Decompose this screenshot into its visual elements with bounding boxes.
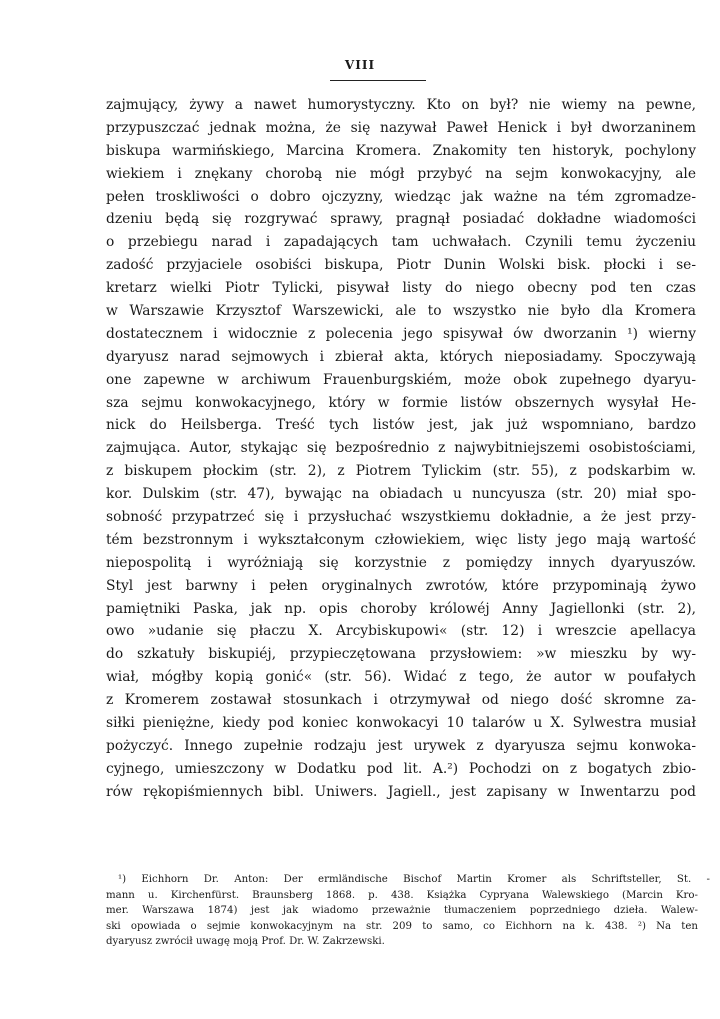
footnotes <box>106 872 710 950</box>
body-line: biskupa warmińskiego, Marcina Kromera. Znakomity ten historyk, pochylony <box>106 142 696 159</box>
body-line: dyaryusz narad sejmowych i zbierał akta, których nieposiadamy. Spoczywają <box>106 348 696 365</box>
footnote-line: ski opowiada o sejmie konwokacyjnym na str. 209 to samo, co Eichhorn na k. 438. ²) Na ten <box>106 920 698 932</box>
body-line: o przebiegu narad i zapadających tam uchwałach. Czynili temu życzeniu <box>106 234 696 251</box>
body-line: wiekiem i znękany chorobą nie mógł przybyć na sejm konwokacyjny, ale <box>106 165 696 182</box>
body-line: z Kromerem zostawał stosunkach i otrzymywał od niego dość skromne za- <box>106 692 696 709</box>
body-line: Styl jest barwny i pełen oryginalnych zwrotów, które przypominają żywo <box>106 577 696 594</box>
body-line: zajmująca. Autor, stykając się bezpośrednio z najwybitniejszemi osobistościami, <box>106 440 696 457</box>
body-line: pożyczyć. Innego zupełnie rodzaju jest urywek z dyaryusza sejmu konwoka- <box>106 737 696 754</box>
body-line: zajmujący, żywy a nawet humorystyczny. Kto on był? nie wiemy na pewne, <box>106 97 696 113</box>
body-line: wiał, mógłby kopią gonić« (str. 56). Widać z tego, że autor w poufałych <box>106 669 696 686</box>
body-line: niepospolitą i wyróżniają się korzystnie z pomiędzy innych dyaryuszów. <box>106 554 696 571</box>
body-line: one zapewne w archiwum Frauenburgskiém, może obok zupełnego dyaryu- <box>106 371 696 388</box>
body-line: dostatecznem i widocznie z polecenia jego spisywał ów dworzanin ¹) wierny <box>106 325 696 342</box>
body-line: do szkatuły biskupiéj, przypieczętowana przysłowiem: »w mieszku by wy- <box>106 646 696 663</box>
footnote-line: dyaryusz zwrócił uwagę moją Prof. Dr. W. Zakrzewski. <box>106 936 385 948</box>
page-number: VIII <box>344 58 376 72</box>
body-line: owo »udanie się płaczu X. Arcybiskupowi« (str. 12) i wreszcie apellacya <box>106 623 696 640</box>
header-rule <box>330 80 426 81</box>
body-line: cyjnego, umieszczony w Dodatku pod lit. A.²) Pochodzi on z bogatych zbio- <box>106 760 696 777</box>
body-line: sobność przypatrzeć się i przysłuchać wszystkiemu dokładnie, a że jest przy- <box>106 509 696 526</box>
body-line: dzeniu będą się rozgrywać sprawy, pragnął posiadać dokładne wiadomości <box>106 211 696 228</box>
footnote-line: mann u. Kirchenfürst. Braunsberg 1868. p. 438. Książka Cypryana Walewskiego (Marcin Kro- <box>106 889 698 901</box>
body-line: zadość przyjaciele osobiści biskupa, Piotr Dunin Wolski bisk. płocki i se- <box>106 257 696 274</box>
body-line: sza sejmu konwokacyjnego, który w formie listów obszernych wysyłał He- <box>106 394 696 411</box>
footnote-line: mer. Warszawa 1874) jest jak wiadomo przeważnie tłumaczeniem poprzedniego dzieła. Walew- <box>106 905 698 917</box>
body-line: siłki pieniężne, kiedy pod koniec konwokacyi 10 talarów u X. Sylwestra musiał <box>106 715 696 732</box>
body-text <box>106 94 696 804</box>
body-line: tém bezstronnym i wykształconym człowiekiem, więc listy jego mają wartość <box>106 531 696 548</box>
body-line: pamiętniki Paska, jak np. opis choroby królowéj Anny Jagiellonki (str. 2), <box>106 600 696 617</box>
body-line: przypuszczać jednak można, że się nazywał Paweł Henick i był dworzaninem <box>106 119 696 136</box>
body-line: z biskupem płockim (str. 2), z Piotrem Tylickim (str. 55), z podskarbim w. <box>106 463 696 480</box>
body-line: kretarz wielki Piotr Tylicki, pisywał listy do niego obecny pod ten czas <box>106 280 696 297</box>
body-line: w Warszawie Krzysztof Warszewicki, ale to wszystko nie było dla Kromera <box>106 303 696 320</box>
body-line: rów rękopiśmiennych bibl. Uniwers. Jagiell., jest zapisany w Inwentarzu pod <box>106 783 696 800</box>
body-line: nick do Heilsberga. Treść tych listów jest, jak już wspomniano, bardzo <box>106 417 696 434</box>
body-line: pełen troskliwości o dobro ojczyzny, wiedząc jak ważne na tém zgromadze- <box>106 188 696 205</box>
body-line: kor. Dulskim (str. 47), bywając na obiadach u nuncyusza (str. 20) miał spo- <box>106 486 696 503</box>
footnote-line: ¹) Eichhorn Dr. Anton: Der ermländische Bischof Martin Kromer als Schriftsteller, St. - <box>118 874 710 885</box>
